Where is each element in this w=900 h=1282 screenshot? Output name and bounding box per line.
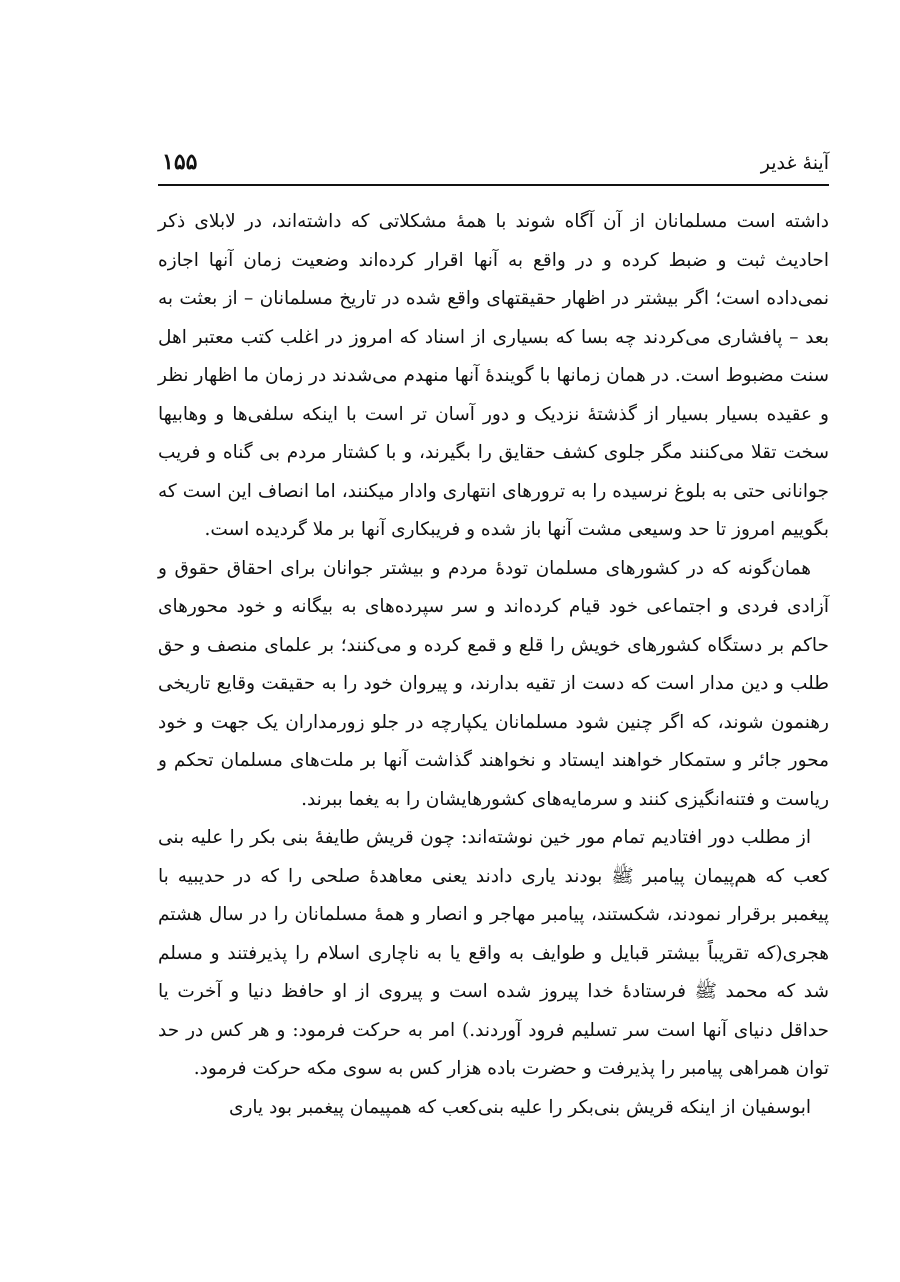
header-divider: [158, 184, 829, 186]
paragraph-2: همان‌گونه که در کشورهای مسلمان تودهٔ مردم و بیشتر جوانان برای احقاق حقوق و آزادی فردی و اجتماعی خود قیام کرده‌اند و سر سپرده‌های به بیگانه و خود محورهای حاکم بر دستگاه کشورهای خویش را قلع و قمع کرده و می‌کنند؛ بر علمای منصف و حق طلب و دین مدار است که دست از تقیه بدارند، و پیروان خود را به حقیقت وقایع تاریخی رهنمون شوند، که اگر چنین شود مسلمانان یکپارچه در جلو زورمداران یک جهت و خود محور جائر و ستمکار خواهند ایستاد و نخواهند گذاشت آنها بر ملت‌های مسلمان تحکم و ریاست و فتنه‌انگیزی کنند و سرمایه‌های کشورهایشان را به یغما ببرند.: [158, 557, 829, 810]
running-header: [158, 143, 829, 183]
paragraph-1: داشته است مسلمانان از آن آگاه شوند با همهٔ مشکلاتی که داشته‌اند، در لابلای ذکر احادیث ثبت و ضبط کرده و در واقع به آنها اقرار کرده‌اند وضعیت زمان آنها اجازه نمی‌داده است؛ اگر بیشتر در اظهار حقیقتهای واقع شده در تاریخ مسلمانان – از بعثت به بعد – پافشاری می‌کردند چه بسا که بسیاری از اسناد که امروز در اغلب کتب معتبر اهل سنت مضبوط است. در همان زمانها با گویندهٔ آنها منهدم می‌شدند در زمان ما اظهار نظر و عقیده بسیار بسیار از گذشتهٔ نزدیک و دور آسان تر است با اینکه سلفی‌ها و وهابیها سخت تقلا می‌کنند مگر جلوی کشف حقایق را بگیرند، و با کشتار مردم بی گناه و فریب جوانانی حتی به بلوغ نرسیده را به ترورهای انتهاری وادار میکنند، اما انصاف این است که بگوییم امروز تا حد وسیعی مشت آنها باز شده و فریبکاری آنها بر ملا گردیده است.: [158, 211, 829, 540]
paragraph-4: ابوسفیان از اینکه قریش بنی‌بکر را علیه بنی‌کعب که همپیمان پیغمبر بود یاری: [228, 1096, 811, 1118]
page-number: ۱۵۵: [162, 149, 198, 175]
running-header-title: آینهٔ غدیر: [760, 152, 829, 174]
body-text: [158, 203, 829, 1127]
paragraph-3: از مطلب دور افتادیم تمام مور خین نوشته‌اند: چون قریش طایفهٔ بنی بکر را علیه بنی کعب که هم‌پیمان پیامبر ﷺ بودند یاری دادند یعنی معاهدهٔ صلحی را که در حدیبیه با پیغمبر برقرار نمودند، شکستند، پیامبر مهاجر و انصار و همهٔ مسلمانان را در سال هشتم هجری(که تقریباً بیشتر قبایل و طوایف به واقع یا به ناچاری اسلام را پذیرفتند و مسلم شد که محمد ﷺ فرستادهٔ خدا پیروز شده است و پیروی از او حافظ دنیا و آخرت یا حداقل دنیای آنها است سر تسلیم فرود آوردند.) امر به حرکت فرمود: و هر کس در حد توان همراهی پیامبر را پذیرفت و حضرت باده هزار کس به سوی مکه حرکت فرمود.: [158, 827, 829, 1079]
